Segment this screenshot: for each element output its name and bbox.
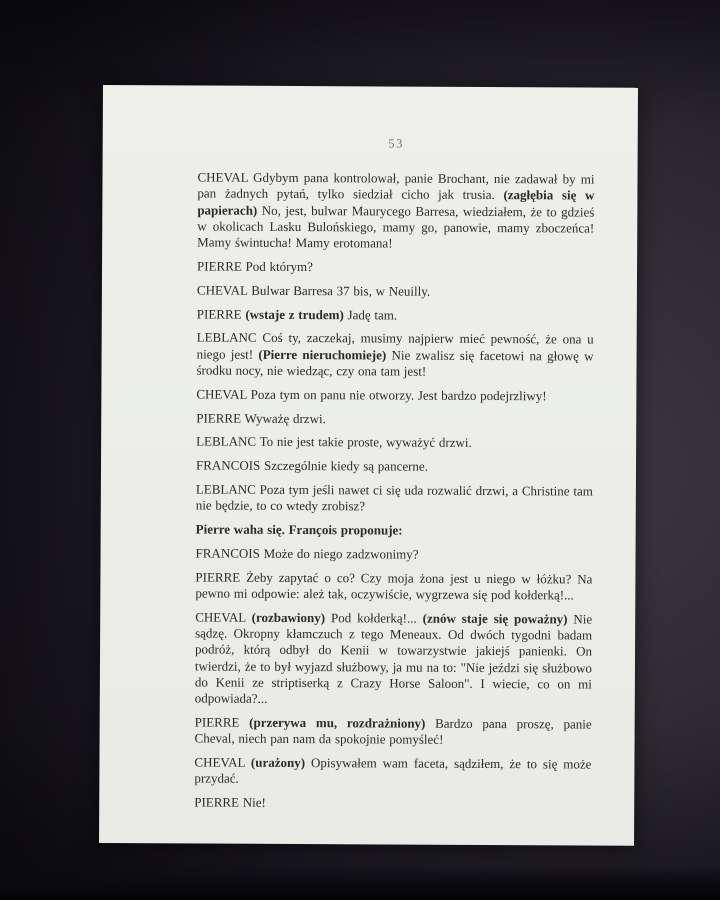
dialogue-text: Nie sądzę. Okropny kłamczuch z tego Meneaux. Od dwóch tygodni badam podróż, którą odbył do Kenii w towarzystwie jakiejś panienki. On twierdzi, że to był wyjazd służbowy, ja mu na to: "Nie jeździ się służbowo do Kenii ze striptiserką z Crazy Horse Saloon". I wiecie, co on mi odpowiada?...	[194, 611, 593, 707]
script-paragraph	[197, 258, 594, 276]
stage-direction: (urażony)	[250, 754, 306, 771]
script-paragraph	[197, 169, 594, 253]
page-number: 53	[388, 136, 404, 151]
stage-direction: (rozbawiony)	[251, 609, 326, 625]
dialogue-text: FRANCOIS Szczególnie kiedy są pancerne.	[195, 457, 429, 474]
script-paragraph	[197, 306, 594, 324]
script-paragraph	[196, 458, 593, 476]
script-paragraph	[196, 434, 593, 452]
script-paragraph	[196, 522, 593, 540]
dialogue-text: PIERRE Nie!	[194, 794, 266, 811]
stage-direction: Pierre waha się. François proponuje:	[195, 521, 403, 538]
script-paragraph	[195, 715, 592, 750]
document-page	[99, 85, 638, 846]
dialogue-text: PIERRE	[194, 714, 250, 730]
dialogue-text: CHEVAL	[194, 754, 251, 770]
dialogue-text: PIERRE Żeby zapytać o co? Czy moja żona jest u niego w łóżku? Na pewno mi odpowie: ależ tak, oczywiście, wygrzewa się pod kołderką!...	[195, 569, 593, 603]
stage-direction: (znów staje się poważny)	[422, 610, 568, 627]
script-paragraph	[196, 410, 593, 428]
dialogue-text: LEBLANC To nie jest takie proste, wyważyć drzwi.	[196, 433, 472, 451]
dialogue-text: Jadę tam.	[343, 306, 398, 323]
dialogue-text: PIERRE	[196, 306, 246, 322]
dialogue-text: CHEVAL Gdybym pana kontrolował, panie Brochant, nie zadawał by mi pan żadnych pytań, tylko siedział cicho jak trusia.	[197, 169, 595, 203]
script-paragraph	[197, 282, 594, 300]
dialogue-text: PIERRE Wyważę drzwi.	[196, 410, 326, 426]
dialogue-text: CHEVAL Poza tym on panu nie otworzy. Jest bardzo podejrzliwy!	[196, 386, 547, 404]
stage-direction: (przerywa mu, rozdrażniony)	[249, 714, 426, 731]
dialogue-text: LEBLANC Poza tym jeśli nawet ci się uda rozwalić drzwi, a Christine tam nie będzie, to co wtedy zrobisz?	[195, 481, 593, 514]
stage-direction: (Pierre nieruchomieje)	[258, 346, 387, 363]
dialogue-text: PIERRE Pod którym?	[197, 258, 313, 275]
dialogue-text: Pod kołderką!...	[325, 609, 423, 626]
script-paragraph	[196, 386, 593, 404]
script-paragraph	[194, 755, 591, 790]
script-paragraph	[195, 609, 593, 709]
dialogue-text: Bardzo pana proszę, panie Cheval, niech pan nam da spokojnie pomyśleć!	[194, 715, 592, 748]
script-paragraph	[196, 481, 593, 516]
stage-direction: (wstaje z trudem)	[245, 306, 344, 322]
script-paragraph	[194, 795, 591, 813]
script-paragraph	[196, 330, 593, 381]
dialogue-text: LEBLANC Coś ty, zaczekaj, musimy najpierw mieć pewność, że ona u niego jest!	[196, 329, 594, 362]
dialogue-text: Opisywałem wam faceta, sądziłem, że to się może przydać.	[194, 755, 592, 787]
dialogue-text: No, jest, bulwar Maurycego Barresa, wiedziałem, że to gdzieś w okolicach Lasku Bulońskiego, mamy go, panowie, mamy zboczeńca! Mamy świntucha! Mamy erotomana!	[197, 202, 595, 251]
dialogue-text: Nie zwalisz się facetowi na głowę w środku nocy, nie wiedząc, czy ona tam jest!	[196, 347, 594, 379]
script-paragraph	[196, 545, 593, 563]
dialogue-text: CHEVAL Bulwar Barresa 37 bis, w Neuilly.	[196, 282, 431, 299]
backdrop-bottom-shadow	[0, 866, 720, 900]
script-paragraphs	[194, 169, 594, 820]
stage-direction: (zagłębia się w papierach)	[197, 187, 595, 218]
dialogue-text: FRANCOIS Może do niego zadzwonimy?	[195, 545, 419, 562]
dialogue-text: CHEVAL	[195, 609, 252, 625]
script-paragraph	[195, 569, 592, 604]
